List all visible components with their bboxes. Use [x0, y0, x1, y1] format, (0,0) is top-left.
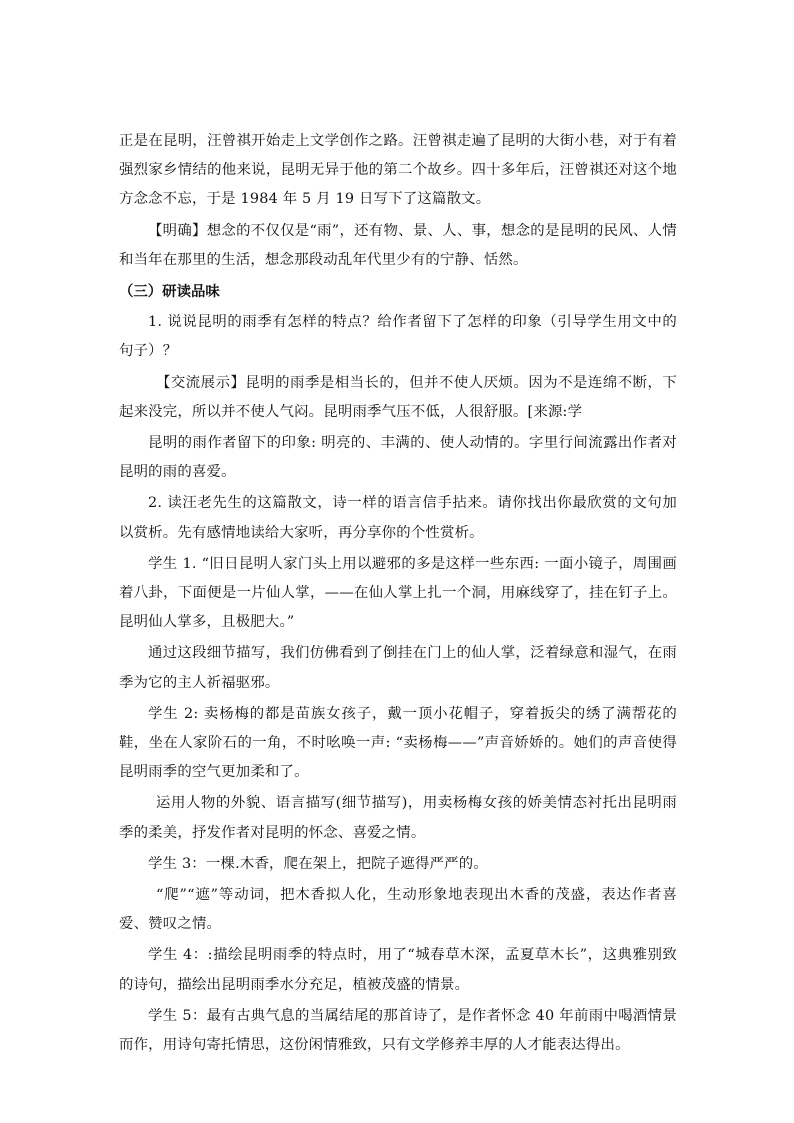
impression-text: 昆明的雨作者留下的印象: 明亮的、丰满的、使人动情的。字里行间流露出作者对昆明的雨的喜爱。 — [119, 435, 677, 481]
student-1-answer: 学生 1. “旧日昆明人家门头上用以避邪的多是这样一些东西: 一面小镜子，周围画着八卦，下面便是一片仙人掌，——在仙人掌上扎一个洞，用麻线穿了，挂在钉子上。昆明仙人掌多，且极肥大。” — [119, 555, 677, 631]
question-1: 1. 说说昆明的雨季有怎样的特点？给作者留下了怎样的印象（引导学生用文中的句子）？ — [119, 314, 677, 360]
student-5-answer: 学生 5：最有古典气息的当属结尾的那首诗了，是作者怀念 40 年前雨中喝酒情景而作，用诗句寄托情思，这份闲情雅致，只有文学修养丰厚的人才能表达得出。 — [119, 1007, 677, 1054]
student-3-answer: 学生 3：一棵.木香，爬在架上，把院子遮得严严的。 — [148, 855, 488, 872]
question-2: 2. 读汪老先生的这篇散文，诗一样的语言信手拈来。请你找出你最欣赏的文句加以赏析。先有感情地读给大家听，再分享你的个性赏析。 — [119, 495, 677, 541]
exchange-display: 【交流展示】昆明的雨季是相当长的，但并不使人厌烦。因为不是连绵不断，下起来没完，所以并不使人气闷。昆明雨季气压不低，人很舒服。[来源:学 — [119, 374, 677, 420]
section-heading: （三）研读品味 — [119, 283, 220, 301]
student-4-answer: 学生 4：:描绘昆明雨季的特点时，用了“城春草木深，孟夏草木长”，这典雅别致的诗句，描绘出昆明雨季水分充足，植被茂盛的情景。 — [119, 947, 677, 993]
document-page — [119, 127, 677, 1060]
paragraph-clarify: 【明确】想念的不仅仅是“雨”，还有物、景、人、事，想念的是昆明的民风、人情和当年在那里的生活，想念那段动乱年代里少有的宁静、恬然。 — [119, 222, 677, 268]
analysis-2: 运用人物的外貌、语言描写(细节描写)，用卖杨梅女孩的娇美情态衬托出昆明雨季的柔美，抒发作者对昆明的怀念、喜爱之情。 — [119, 795, 677, 841]
paragraph-intro: 正是在昆明，汪曾祺开始走上文学创作之路。汪曾祺走遍了昆明的大街小巷，对于有着强烈家乡情结的他来说，昆明无异于他的第二个故乡。四十多年后，汪曾祺还对这个地方念念不忘，于是 1984 年 5 月 19 日写下了这篇散文。 — [119, 133, 677, 208]
analysis-1: 通过这段细节描写，我们仿佛看到了倒挂在门上的仙人掌，泛着绿意和湿气，在雨季为它的主人祈福驱邪。 — [119, 645, 677, 691]
student-2-answer: 学生 2: 卖杨梅的都是苗族女孩子，戴一顶小花帽子，穿着扳尖的绣了满帮花的鞋，坐在人家阶石的一角，不时吆唤一声: “卖杨梅——”声音娇娇的。她们的声音使得昆明雨季的空气更加柔和了。 — [119, 705, 677, 781]
analysis-3: “爬”“遮”等动词，把木香拟人化，生动形象地表现出木香的茂盛，表达作者喜爱、赞叹之情。 — [119, 887, 677, 933]
